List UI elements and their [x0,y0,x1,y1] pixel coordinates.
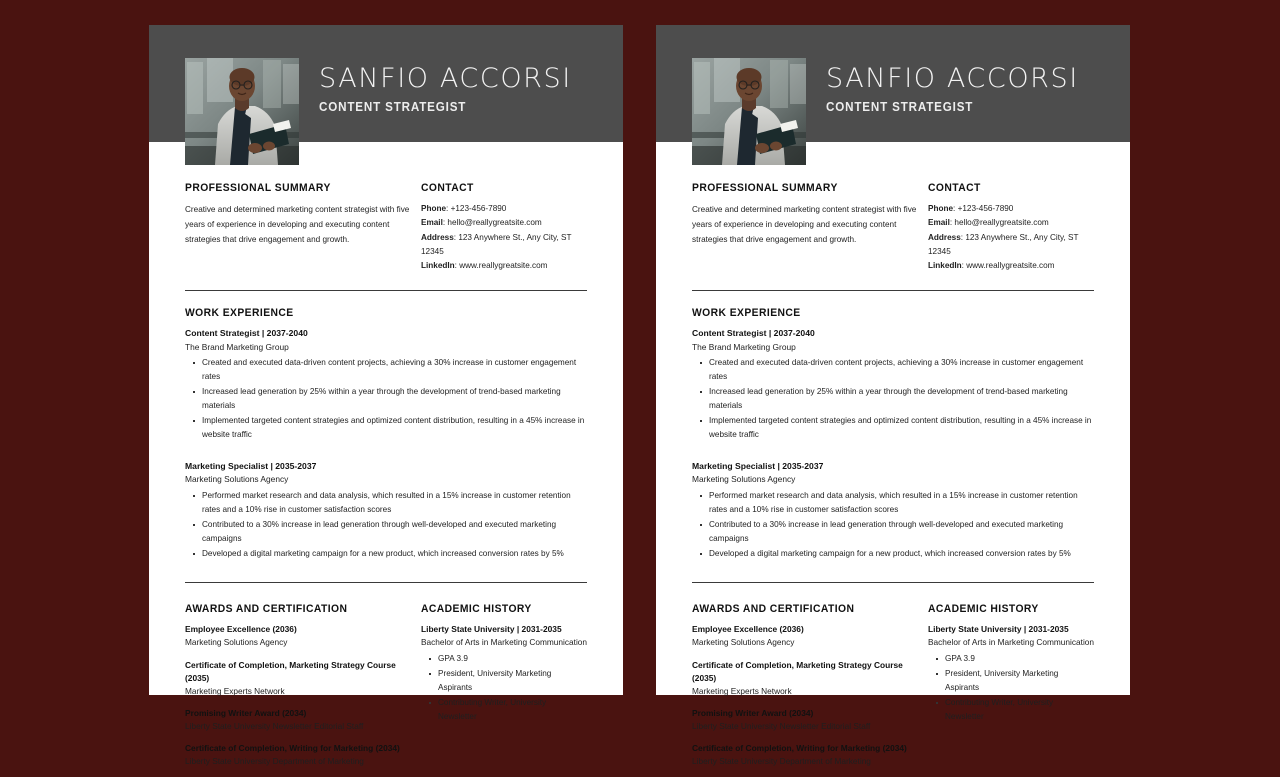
award-title-3: Certificate of Completion, Writing for Marketing (2034) [692,743,907,754]
academic-bullets [928,652,1094,725]
list-item: President, University Marketing Aspirants [945,667,1094,695]
contact-heading: CONTACT [928,182,981,194]
award-title-2: Promising Writer Award (2034) [692,707,814,718]
page-header [149,25,623,142]
award-entry-2 [692,707,928,733]
page-header [656,25,1130,142]
contact-value-email: hello@reallygreatsite.com [447,218,542,228]
summary-contact-row [692,182,1094,274]
list-item: Contributed to a 30% increase in lead generation through well-developed and executed marketing campaigns [202,518,587,546]
page-body [656,142,1130,777]
award-entry-0 [185,623,421,649]
contact-value-linkedin: www.reallygreatsite.com [459,261,548,271]
work-experience-section [185,307,587,562]
award-org-3: Liberty State University Department of Marketing [185,756,364,767]
job-title-1: Marketing Specialist | 2035-2037 [692,460,824,471]
contact-value-linkedin: www.reallygreatsite.com [966,261,1055,271]
job-entry-0 [185,327,587,443]
resume-page-1[interactable] [149,25,623,767]
resume-page-2[interactable] [656,25,1130,767]
contact-item-address[interactable]: Address: 123 Anywhere St., Any City, ST 12345 [421,232,572,257]
contact-value-address: 123 Anywhere St., Any City, ST 12345 [928,232,1079,257]
award-title-2: Promising Writer Award (2034) [185,707,307,718]
academic-heading: ACADEMIC HISTORY [421,603,532,616]
contact-value-email: hello@reallygreatsite.com [954,218,1049,228]
job-entry-1 [185,460,587,562]
contact-value-phone: +123-456-7890 [450,204,507,213]
list-item: Performed market research and data analysis, which resulted in a 15% increase in customer retention rates and a 10% rise in customer satisfaction scores [202,489,587,517]
summary-heading: PROFESSIONAL SUMMARY [185,182,331,194]
awards-academic-row [692,603,1094,777]
contact-item-email[interactable]: Email: hello@reallygreatsite.com [421,218,542,228]
contact-item-email[interactable]: Email: hello@reallygreatsite.com [928,218,1049,228]
contact-label-email: Email [928,218,950,228]
header-text-block [319,65,609,114]
summary-text: Creative and determined marketing content strategist with five years of experience in developing and executing content strategies that drive engagement and growth. [185,205,410,245]
contact-label-email: Email [421,218,443,228]
job-org-0: The Brand Marketing Group [692,341,796,352]
contact-item-address[interactable]: Address: 123 Anywhere St., Any City, ST 12345 [928,232,1079,257]
contact-item-linkedin[interactable]: LinkedIn: www.reallygreatsite.com [928,261,1055,271]
summary-heading: PROFESSIONAL SUMMARY [692,182,838,194]
list-item: Increased lead generation by 25% within a year through the development of trend-based marketing materials [202,385,587,413]
awards-section [692,603,928,777]
academic-degree: Bachelor of Arts in Marketing Communication [928,637,1095,648]
awards-heading: AWARDS AND CERTIFICATION [185,603,348,616]
award-title-0: Employee Excellence (2036) [692,624,804,635]
header-text-block [826,65,1116,114]
contact-label-phone: Phone [928,204,954,213]
academic-history-section [421,603,587,777]
list-item: Implemented targeted content strategies and optimized content distribution, resulting in a 45% increase in website traffic [202,414,587,442]
list-item: Performed market research and data analysis, which resulted in a 15% increase in customer retention rates and a 10% rise in customer satisfaction scores [709,489,1094,517]
list-item: President, University Marketing Aspirants [438,667,587,695]
list-item: GPA 3.9 [438,652,587,666]
award-entry-2 [185,707,421,733]
list-item: Developed a digital marketing campaign for a new product, which increased conversion rates by 5% [709,547,1094,561]
job-org-1: Marketing Solutions Agency [185,474,289,485]
page-body [149,142,623,777]
academic-school: Liberty State University | 2031-2035 [421,624,562,635]
award-title-1: Certificate of Completion, Marketing Strategy Course (2035) [185,659,396,683]
award-entry-3 [185,742,421,768]
award-entry-1 [692,659,928,698]
academic-bullets [421,652,587,725]
contact-label-linkedin: LinkedIn [421,261,455,271]
award-org-0: Marketing Solutions Agency [185,637,288,648]
job-bullets-1 [692,489,1094,562]
contact-heading: CONTACT [421,182,474,194]
list-item: Created and executed data-driven content projects, achieving a 30% increase in customer engagement rates [709,356,1094,384]
contact-label-address: Address [421,232,454,242]
contact-item-linkedin[interactable]: LinkedIn: www.reallygreatsite.com [421,261,548,271]
contact-value-phone: +123-456-7890 [957,204,1014,213]
award-title-3: Certificate of Completion, Writing for Marketing (2034) [185,743,400,754]
job-bullets-1 [185,489,587,562]
job-bullets-0 [185,356,587,443]
job-org-0: The Brand Marketing Group [185,341,289,352]
list-item: Created and executed data-driven content projects, achieving a 30% increase in customer engagement rates [202,356,587,384]
job-title-1: Marketing Specialist | 2035-2037 [185,460,317,471]
award-org-2: Liberty State University Newsletter Editorial Staff [185,720,364,731]
job-entry-0 [692,327,1094,443]
summary-contact-row [185,182,587,274]
contact-value-address: 123 Anywhere St., Any City, ST 12345 [421,232,572,257]
contact-item-phone[interactable]: Phone: +123-456-7890 [421,204,507,213]
award-title-1: Certificate of Completion, Marketing Strategy Course (2035) [692,659,903,683]
award-org-3: Liberty State University Department of Marketing [692,756,871,767]
contact-label-address: Address [928,232,961,242]
awards-section [185,603,421,777]
list-item: Contributing Writer, University Newsletter [945,696,1094,724]
job-org-1: Marketing Solutions Agency [692,474,796,485]
awards-academic-row [185,603,587,777]
job-bullets-0 [692,356,1094,443]
contact-section [928,182,1094,274]
list-item: Contributing Writer, University Newsletter [438,696,587,724]
academic-school: Liberty State University | 2031-2035 [928,624,1069,635]
work-experience-heading: WORK EXPERIENCE [692,306,801,319]
award-org-1: Marketing Experts Network [185,685,285,696]
avatar [185,58,299,165]
award-entry-3 [692,742,928,768]
work-experience-section [692,307,1094,562]
academic-heading: ACADEMIC HISTORY [928,603,1039,616]
professional-summary-section [185,182,421,274]
page-subtitle: CONTENT STRATEGIST [826,100,974,115]
contact-label-linkedin: LinkedIn [928,261,962,271]
avatar [692,58,806,165]
award-org-1: Marketing Experts Network [692,685,792,696]
page-title: SANFIO ACCORSI [826,63,1079,94]
award-entry-0 [692,623,928,649]
academic-degree: Bachelor of Arts in Marketing Communication [421,637,588,648]
list-item: Implemented targeted content strategies and optimized content distribution, resulting in a 45% increase in website traffic [709,414,1094,442]
award-org-0: Marketing Solutions Agency [692,637,795,648]
page-subtitle: CONTENT STRATEGIST [319,100,467,115]
awards-heading: AWARDS AND CERTIFICATION [692,603,855,616]
professional-summary-section [692,182,928,274]
academic-history-section [928,603,1094,777]
list-item: Developed a digital marketing campaign for a new product, which increased conversion rates by 5% [202,547,587,561]
portrait-photo-icon [692,58,806,165]
list-item: Contributed to a 30% increase in lead generation through well-developed and executed marketing campaigns [709,518,1094,546]
job-title-0: Content Strategist | 2037-2040 [185,327,308,338]
list-item: GPA 3.9 [945,652,1094,666]
page-title: SANFIO ACCORSI [319,63,572,94]
contact-label-phone: Phone [421,204,447,213]
job-entry-1 [692,460,1094,562]
contact-item-phone[interactable]: Phone: +123-456-7890 [928,204,1014,213]
job-title-0: Content Strategist | 2037-2040 [692,327,815,338]
award-entry-1 [185,659,421,698]
summary-text: Creative and determined marketing content strategist with five years of experience in developing and executing content strategies that drive engagement and growth. [692,205,917,245]
work-experience-heading: WORK EXPERIENCE [185,306,294,319]
portrait-photo-icon [185,58,299,165]
award-title-0: Employee Excellence (2036) [185,624,297,635]
list-item: Increased lead generation by 25% within a year through the development of trend-based marketing materials [709,385,1094,413]
contact-section [421,182,587,274]
award-org-2: Liberty State University Newsletter Editorial Staff [692,720,871,731]
